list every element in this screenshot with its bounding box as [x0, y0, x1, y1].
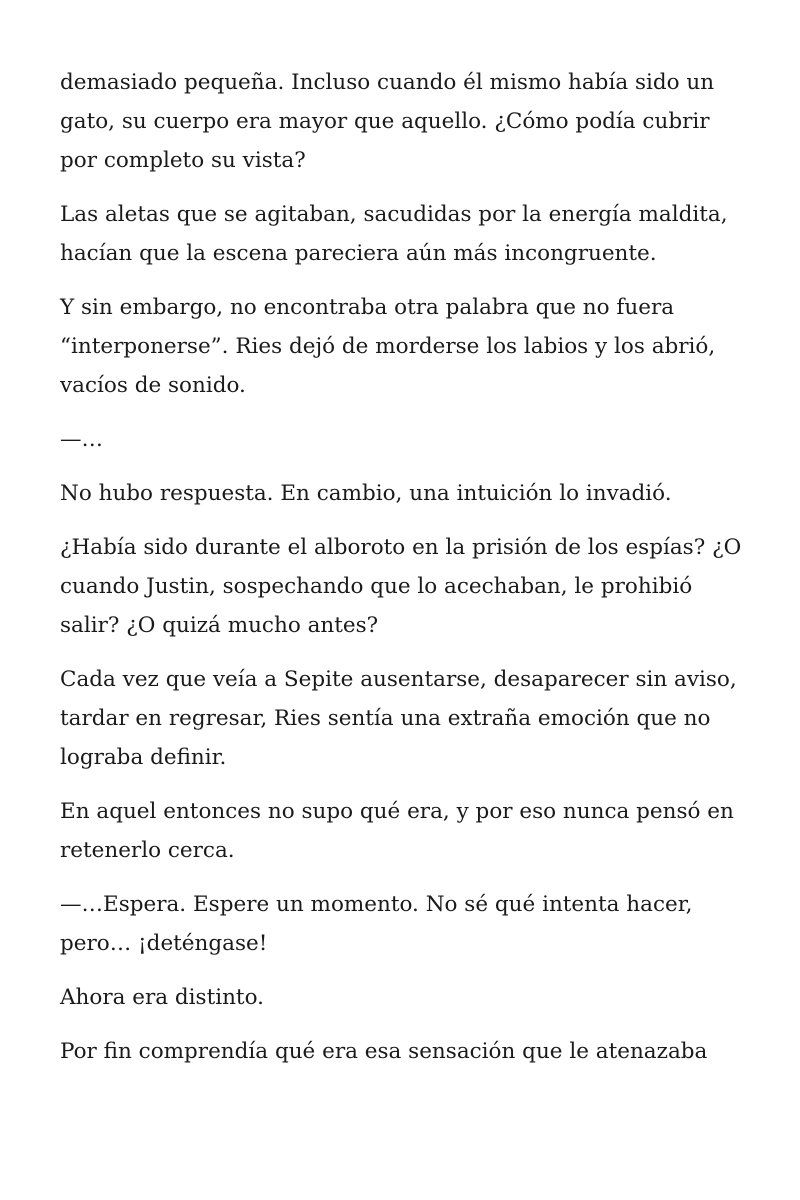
paragraph: ¿Había sido durante el alboroto en la prisión de los espías? ¿O cuando Justin, sospechando que lo acechaban, le prohibió salir? ¿O quizá mucho antes? [60, 535, 742, 638]
paragraph: Cada vez que veía a Sepite ausentarse, desaparecer sin aviso, tardar en regresar, Ries sentía una extraña emoción que no lograba definir. [60, 667, 737, 770]
paragraph: Y sin embargo, no encontraba otra palabra que no fuera “interponerse”. Ries dejó de morderse los labios y los abrió, vacíos de sonido. [60, 295, 716, 398]
paragraph: No hubo respuesta. En cambio, una intuición lo invadió. [60, 481, 672, 506]
paragraph: demasiado pequeña. Incluso cuando él mismo había sido un gato, su cuerpo era mayor que aquello. ¿Cómo podía cubrir por completo su vista? [60, 70, 715, 173]
paragraph: En aquel entonces no supo qué era, y por eso nunca pensó en retenerlo cerca. [60, 799, 734, 863]
book-page [60, 63, 750, 1086]
dialogue-line: —… [60, 427, 103, 452]
dialogue-line: —…Espera. Espere un momento. No sé qué intenta hacer, pero… ¡deténgase! [60, 892, 693, 956]
paragraph: Por fin comprendía qué era esa sensación que le atenazaba [60, 1039, 708, 1064]
paragraph: Las aletas que se agitaban, sacudidas por la energía maldita, hacían que la escena pareciera aún más incongruente. [60, 202, 728, 266]
paragraph: Ahora era distinto. [60, 985, 264, 1010]
